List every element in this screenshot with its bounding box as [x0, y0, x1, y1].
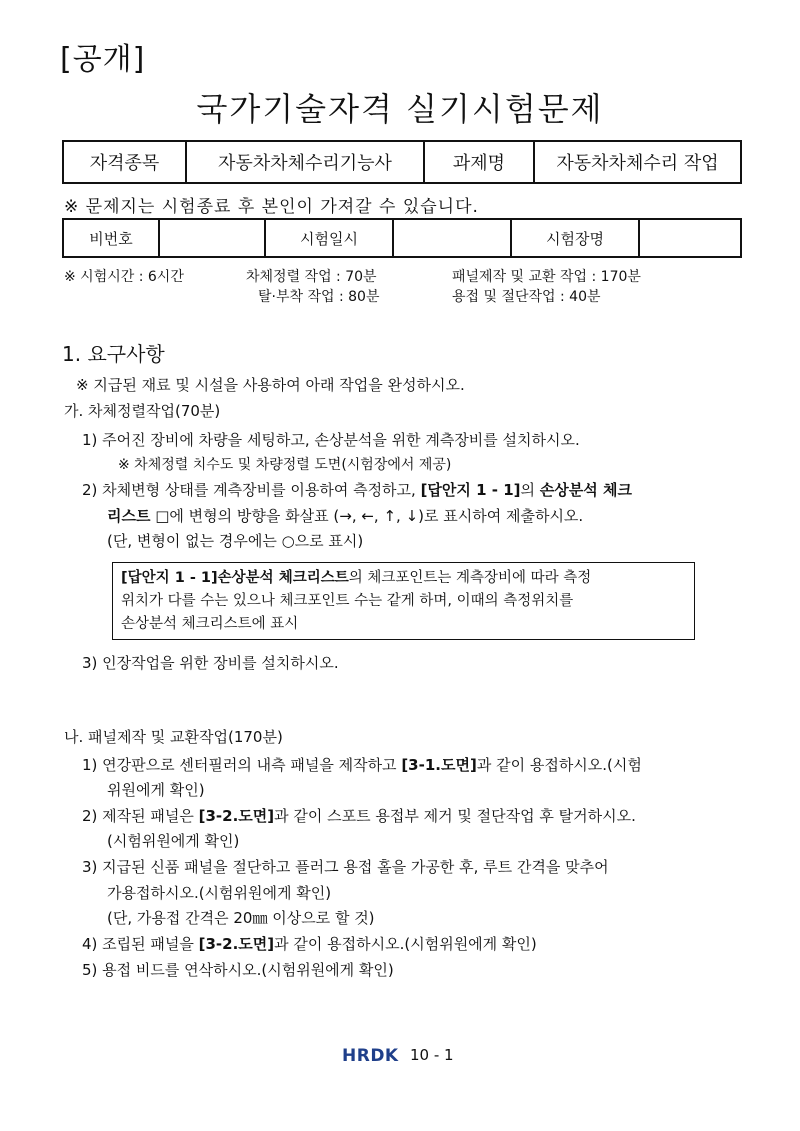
- qualification-value: 자동차차체수리기능사: [186, 141, 424, 183]
- subsection-b-heading: 나. 패널제작 및 교환작업(170분): [64, 728, 283, 746]
- b-item-1-line1: [82, 754, 642, 775]
- secret-number-field: [159, 219, 265, 257]
- b-item-4: [82, 933, 537, 954]
- a-item-2-answer-ref: [답안지 1 - 1]: [420, 481, 521, 499]
- welding-time: 용접 및 절단작업 : 40분: [452, 289, 601, 305]
- a-item-2-line3: (단, 변형이 없는 경우에는 ○으로 표시): [107, 532, 364, 550]
- checklist-note-box: [112, 562, 695, 640]
- box-line-1-text: 의 체크포인트는 계측장비에 따라 측정: [348, 570, 592, 586]
- box-line-3: 손상분석 체크리스트에 표시: [121, 616, 299, 632]
- b-item-2-line2: (시험위원에게 확인): [107, 832, 240, 850]
- a-item-1-note: ※ 차체정렬 치수도 및 차량정렬 도면(시험장에서 제공): [118, 457, 452, 473]
- b-item-1-line2: 위원에게 확인): [107, 781, 205, 799]
- a-item-2-list-word: 리스트: [107, 507, 151, 525]
- b-item-3-line3: (단, 가용접 간격은 20㎜ 이상으로 할 것): [107, 909, 375, 927]
- panel-time: 패널제작 및 교환 작업 : 170분: [452, 269, 641, 285]
- notice-text: ※ 문제지는 시험종료 후 본인이 가져갈 수 있습니다.: [64, 197, 479, 217]
- box-line-1: [121, 567, 686, 590]
- task-label: 과제명: [424, 141, 534, 183]
- a-item-2-text: 2) 차체변형 상태를 계측장비를 이용하여 측정하고,: [82, 481, 421, 499]
- hrdk-logo: HRDK: [342, 1046, 399, 1066]
- a-item-1: 1) 주어진 장비에 차량을 세팅하고, 손상분석을 위한 계측장비를 설치하시오.: [82, 431, 580, 449]
- removal-time: 탈·부착 작업 : 80분: [258, 289, 380, 305]
- alignment-time: 차체정렬 작업 : 70분: [246, 269, 377, 285]
- a-item-2-line1: [82, 479, 632, 500]
- task-value: 자동차차체수리 작업: [534, 141, 741, 183]
- section-heading: 1. 요구사항: [62, 342, 165, 366]
- b-item-2-text: 2) 제작된 패널은: [82, 807, 199, 825]
- box-damage-analysis: 손상분석: [217, 570, 279, 586]
- b-item-2-drawing-ref: [3-2.도면]: [198, 807, 275, 825]
- b-item-1-drawing-ref: [3-1.도면]: [401, 756, 477, 774]
- b-item-2-line1: [82, 805, 636, 826]
- page-number: 10 - 1: [410, 1046, 454, 1064]
- b-item-2-tail: 과 같이 스포트 용접부 제거 및 절단작업 후 탈거하시오.: [274, 807, 636, 825]
- b-item-3-line2: 가용접하시오.(시험위원에게 확인): [107, 884, 332, 902]
- a-item-2-connector: 의: [520, 481, 540, 499]
- document-title: 국가기술자격 실기시험문제: [196, 90, 604, 128]
- box-answer-ref: [답안지 1 - 1]: [121, 570, 218, 586]
- b-item-4-text: 4) 조립된 패널을: [82, 935, 199, 953]
- b-item-4-drawing-ref: [3-2.도면]: [198, 935, 275, 953]
- public-tag: [공개]: [60, 42, 146, 77]
- b-item-1-text: 1) 연강판으로 센터필러의 내측 패널을 제작하고: [82, 756, 402, 774]
- exam-site-field: [639, 219, 741, 257]
- b-item-5: 5) 용접 비드를 연삭하시오.(시험위원에게 확인): [82, 961, 394, 979]
- total-time: ※ 시험시간 : 6시간: [64, 269, 184, 285]
- secret-number-label: 비번호: [63, 219, 159, 257]
- a-item-2-checklist-ref: 손상분석 체크: [539, 481, 632, 499]
- a-item-2-line2: [107, 505, 583, 526]
- exam-date-field: [393, 219, 511, 257]
- exam-date-label: 시험일시: [265, 219, 393, 257]
- box-checklist: 체크리스트: [278, 570, 349, 586]
- a-item-3: 3) 인장작업을 위한 장비를 설치하시오.: [82, 654, 339, 672]
- b-item-1-tail: 과 같이 용접하시오.(시험: [476, 756, 642, 774]
- exam-site-label: 시험장명: [511, 219, 639, 257]
- b-item-4-tail: 과 같이 용접하시오.(시험위원에게 확인): [274, 935, 537, 953]
- b-item-3-line1: 3) 지급된 신품 패널을 절단하고 플러그 용접 홀을 가공한 후, 루트 간격을 맞추어: [82, 858, 609, 876]
- subsection-a-heading: 가. 차체정렬작업(70분): [64, 402, 221, 420]
- a-item-2-direction-text: □에 변형의 방향을 화살표 (→, ←, ↑, ↓)로 표시하여 제출하시오.: [150, 507, 584, 525]
- exam-info-table: [62, 218, 742, 258]
- section-intro: ※ 지급된 재료 및 시설을 사용하여 아래 작업을 완성하시오.: [76, 376, 465, 394]
- box-line-2: 위치가 다를 수는 있으나 체크포인트 수는 같게 하며, 이때의 측정위치를: [121, 593, 574, 609]
- qualification-table: [62, 140, 742, 184]
- qualification-label: 자격종목: [63, 141, 186, 183]
